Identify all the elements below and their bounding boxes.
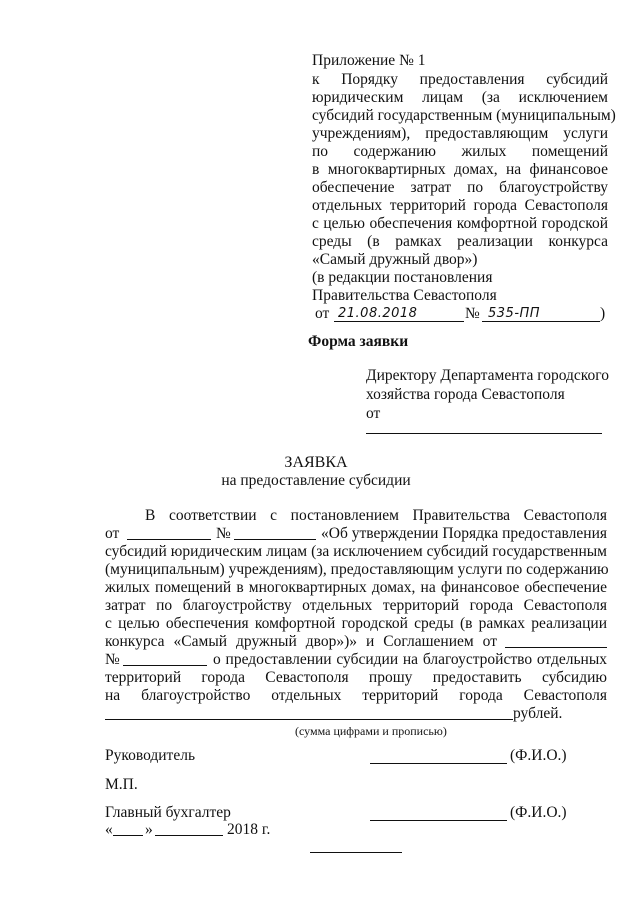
appendix-line-7: обеспечение затрат по благоустройству bbox=[312, 179, 608, 196]
accountant-label: Главный бухгалтер bbox=[105, 804, 231, 821]
date-month-blank bbox=[155, 835, 223, 836]
body-line-4: (муниципальным) учреждениям), предоставляющим услуги по содержанию bbox=[105, 561, 609, 578]
addressee-from-label: от bbox=[366, 405, 381, 422]
body-line-8 bbox=[105, 633, 607, 651]
edition-reference-row bbox=[312, 305, 608, 325]
body-line-2-text: «Об утверждении Порядка предоставления bbox=[321, 525, 607, 542]
body-line-12-rubles: рублей. bbox=[513, 705, 563, 722]
edition-line-2: Правительства Севастополя bbox=[312, 287, 497, 304]
appendix-line-10: среды (в рамках реализации конкурса bbox=[312, 233, 608, 250]
body-line-5: жилых помещений в многоквартирных домах, на финансовое обеспечение bbox=[105, 579, 607, 596]
date-close-quote: » bbox=[145, 821, 153, 838]
body-line-9-text: о предоставлении субсидии на благоустройство отдельных bbox=[213, 651, 607, 668]
appendix-line-4: учреждениям), предоставляющим услуги bbox=[312, 125, 608, 142]
body-line-2-from: от bbox=[105, 525, 120, 542]
body-line-12 bbox=[105, 705, 607, 723]
appendix-line-5: по содержанию жилых помещений bbox=[312, 143, 608, 160]
body-decree-number-blank bbox=[234, 539, 316, 540]
appendix-line-6: в многоквартирных домах, на финансовое bbox=[312, 161, 608, 178]
addressee-line-1: Директору Департамента городского bbox=[366, 367, 609, 384]
body-agreement-number-blank bbox=[123, 665, 207, 666]
body-line-7: с целью обеспечения комфортной городской среды (в рамках реализации bbox=[105, 615, 607, 632]
body-line-10: территорий города Севастополя прошу предоставить субсидию bbox=[105, 669, 607, 686]
seal-label: М.П. bbox=[105, 776, 138, 793]
appendix-line-9: с целью обеспечения комфортной городской bbox=[312, 215, 608, 232]
body-line-3: субсидий юридическим лицам (за исключением субсидий государственным bbox=[105, 543, 607, 560]
edition-from-label: от bbox=[315, 305, 330, 322]
appendix-line-3: субсидий государственным (муниципальным) bbox=[312, 107, 616, 124]
body-line-2-number: № bbox=[216, 525, 231, 542]
edition-close-paren: ) bbox=[600, 305, 606, 322]
appendix-line-1: к Порядку предоставления субсидий bbox=[312, 71, 608, 88]
head-fio: (Ф.И.О.) bbox=[510, 747, 567, 764]
date-day-blank bbox=[113, 835, 143, 836]
edition-number-underline bbox=[482, 321, 600, 322]
body-line-8-text: конкурса «Самый дружный двор»)» и Соглашением от bbox=[105, 633, 497, 650]
appendix-line-2: юридическим лицам (за исключением bbox=[312, 89, 608, 106]
body-line-2 bbox=[105, 525, 607, 543]
addressee-underline bbox=[366, 433, 602, 434]
application-heading: ЗАЯВКА bbox=[284, 454, 348, 471]
body-line-1: В соответствии с постановлением Правительства Севастополя bbox=[145, 507, 607, 524]
edition-line-1: (в редакции постановления bbox=[312, 269, 493, 286]
addressee-block bbox=[366, 367, 609, 423]
date-year: 2018 г. bbox=[227, 821, 271, 838]
accountant-fio: (Ф.И.О.) bbox=[510, 804, 567, 821]
edition-date-handwritten: 21.08.2018 bbox=[338, 306, 418, 321]
addressee-line-2: хозяйства города Севастополя bbox=[366, 386, 565, 403]
head-label: Руководитель bbox=[105, 747, 196, 764]
appendix-title: Приложение № 1 bbox=[312, 52, 426, 69]
edition-date-underline bbox=[334, 321, 464, 322]
appendix-line-11: «Самый дружный двор») bbox=[312, 251, 478, 268]
edition-number-label: № bbox=[465, 305, 480, 322]
body-decree-date-blank bbox=[127, 539, 211, 540]
date-row bbox=[105, 821, 305, 839]
body-line-9-number: № bbox=[105, 651, 120, 668]
body-line-11: на благоустройство отдельных территорий города Севастополя bbox=[105, 687, 607, 704]
date-open-quote: « bbox=[105, 821, 113, 838]
head-signature-blank bbox=[370, 763, 507, 764]
edition-number-handwritten: 535-ПП bbox=[488, 306, 541, 321]
body-amount-blank bbox=[105, 719, 513, 720]
body-line-9 bbox=[105, 651, 607, 669]
form-title: Форма заявки bbox=[308, 333, 409, 350]
accountant-signature-blank bbox=[370, 820, 507, 821]
bottom-separator bbox=[310, 852, 402, 853]
appendix-line-8: отдельных территорий города Севастополя bbox=[312, 197, 608, 214]
amount-caption: (сумма цифрами и прописью) bbox=[295, 724, 447, 738]
body-agreement-date-blank bbox=[505, 647, 607, 648]
application-subheading: на предоставление субсидии bbox=[221, 472, 411, 489]
body-line-6: затрат по благоустройству отдельных территорий города Севастополя bbox=[105, 597, 607, 614]
